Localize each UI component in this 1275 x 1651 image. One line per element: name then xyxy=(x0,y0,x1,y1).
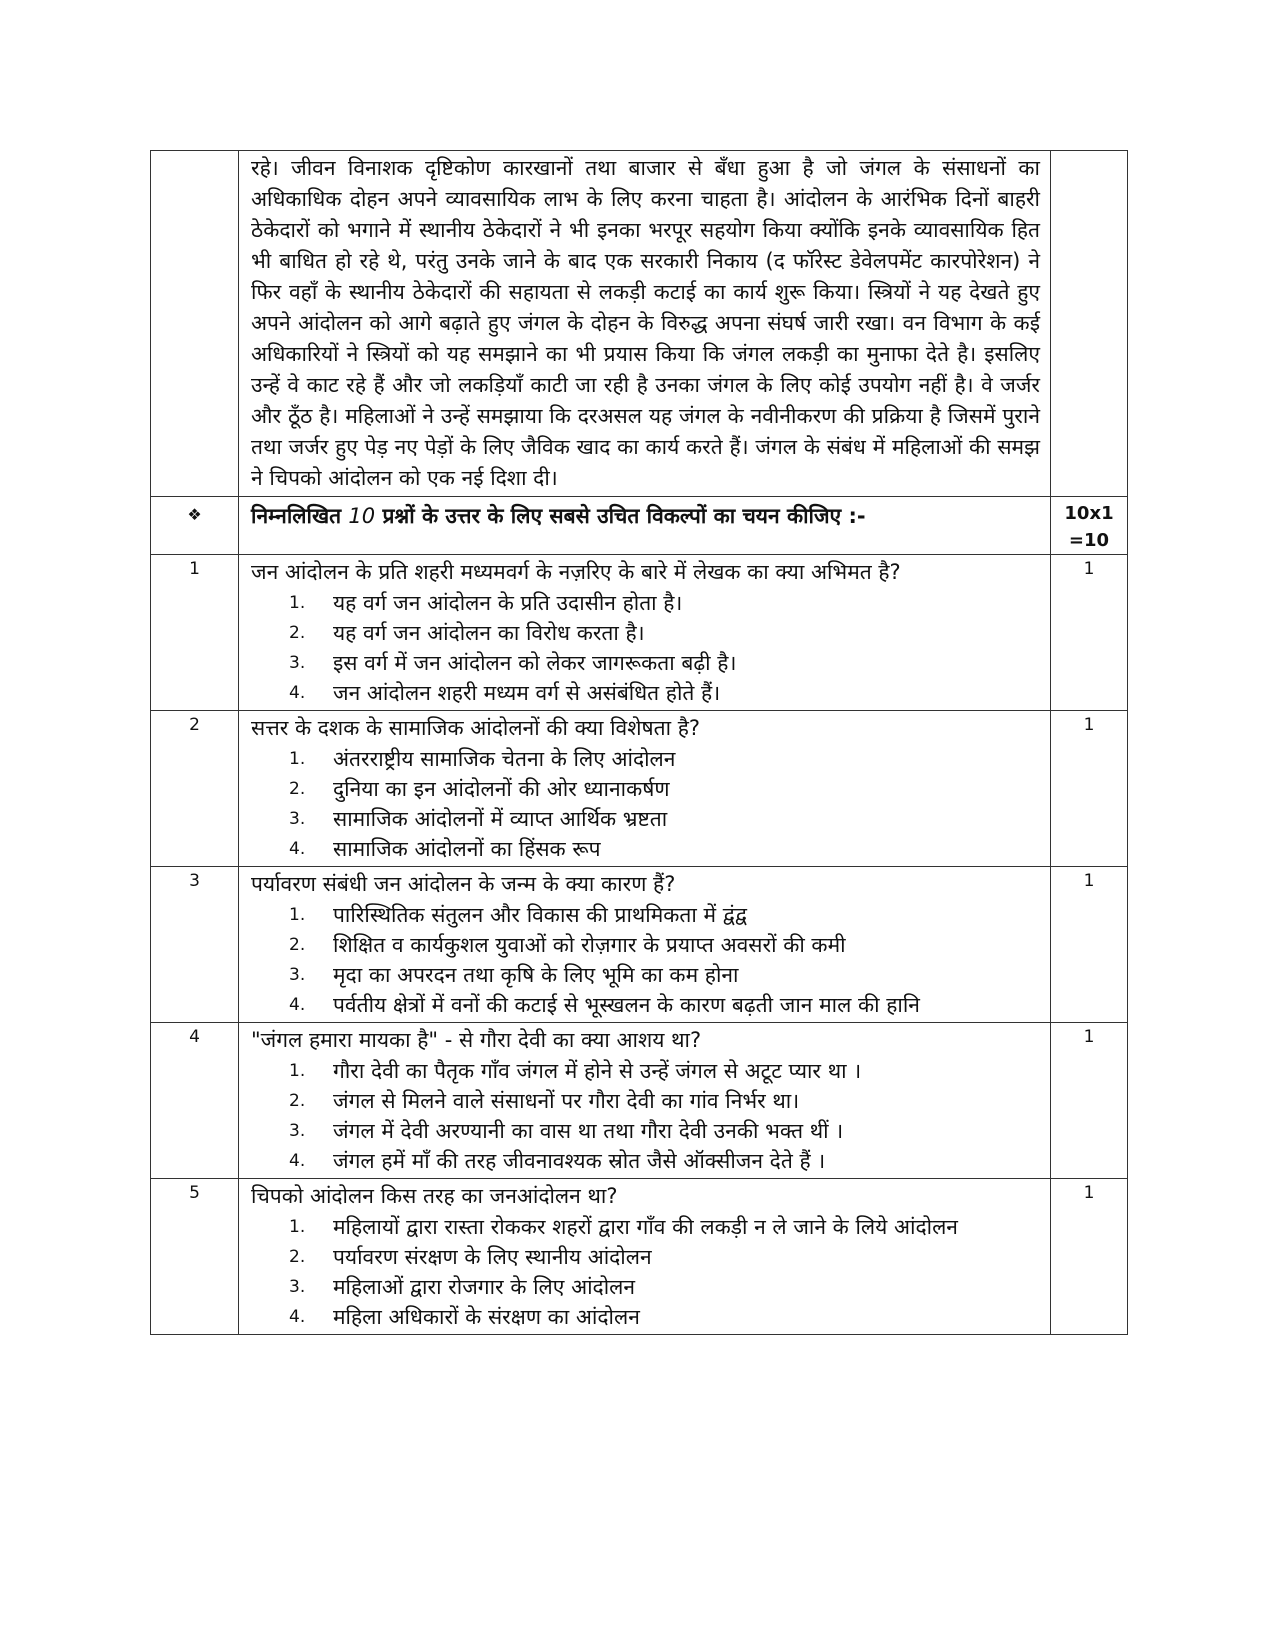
question-number: 2 xyxy=(151,711,239,867)
option-number: 2. xyxy=(289,935,306,955)
option-number: 1. xyxy=(289,1217,306,1237)
option-item xyxy=(251,1146,1040,1176)
question-text: चिपको आंदोलन किस तरह का जनआंदोलन था? xyxy=(251,1184,618,1208)
question-row xyxy=(151,1179,1128,1335)
option-text: जन आंदोलन शहरी मध्यम वर्ग से असंबंधित होते हैं। xyxy=(333,681,721,705)
option-number: 2. xyxy=(289,623,306,643)
option-item xyxy=(251,900,1040,930)
question-row xyxy=(151,555,1128,711)
option-text: पर्वतीय क्षेत्रों में वनों की कटाई से भूस्खलन के कारण बढ़ती जान माल की हानि xyxy=(333,993,920,1017)
option-item xyxy=(251,774,1040,804)
question-body xyxy=(239,711,1051,867)
option-text: महिलायों द्वारा रास्ता रोककर शहरों द्वारा गाँव की लकड़ी न ले जाने के लिये आंदोलन xyxy=(333,1215,958,1239)
option-number: 2. xyxy=(289,1091,306,1111)
options-list xyxy=(251,900,1040,1020)
option-number: 3. xyxy=(289,965,306,985)
option-text: मृदा का अपरदन तथा कृषि के लिए भूमि का कम होना xyxy=(333,963,739,987)
question-number: 1 xyxy=(151,555,239,711)
option-number: 3. xyxy=(289,1121,306,1141)
passage-text: रहे। जीवन विनाशक दृष्टिकोण कारखानों तथा बाजार से बँधा हुआ है जो जंगल के संसाधनों का अधिकाधिक दोहन अपने व्यावसायिक लाभ के लिए करना चाहता है। आंदोलन के आरंभिक दिनों बाहरी ठेकेदारों को भगाने में स्थानीय ठेकेदारों ने भी इनका भरपूर सहयोग किया क्योंकि इनके व्यावसायिक हित भी बाधित हो रहे थे, परंतु उनके जाने के बाद एक सरकारी निकाय (द फॉरेस्ट डेवेलपमेंट कारपोरेशन) ने फिर वहाँ के स्थानीय ठेकेदारों की सहायता से लकड़ी कटाई का कार्य शुरू किया। स्त्रियों ने यह देखते हुए अपने आंदोलन को आगे बढ़ाते हुए जंगल के दोहन के विरुद्ध अपना संघर्ष जारी रखा। वन विभाग के कई अधिकारियों ने स्त्रियों को यह समझाने का भी प्रयास किया कि जंगल लकड़ी का मुनाफा देते है। इसलिए उन्हें वे काट रहे हैं और जो लकड़ियाँ काटी जा रही है उनका जंगल के लिए कोई उपयोग नहीं है। वे जर्जर और ठूँठ है। महिलाओं ने उन्हें समझाया कि दरअसल यह जंगल के नवीनीकरण की प्रक्रिया है जिसमें पुराने तथा जर्जर हुए पेड़ नए पेड़ों के लिए जैविक खाद का कार्य करते हैं। जंगल के संबंध में महिलाओं की समझ ने चिपको आंदोलन को एक नई दिशा दी। xyxy=(239,151,1051,497)
options-list xyxy=(251,588,1040,708)
option-text: यह वर्ग जन आंदोलन के प्रति उदासीन होता है। xyxy=(333,591,683,615)
question-number: 3 xyxy=(151,867,239,1023)
option-item xyxy=(251,618,1040,648)
question-paper xyxy=(150,150,1127,1335)
option-text: सामाजिक आंदोलनों में व्याप्त आर्थिक भ्रष्टता xyxy=(333,807,668,831)
option-item xyxy=(251,744,1040,774)
passage-marks-cell xyxy=(1051,151,1128,497)
option-number: 2. xyxy=(289,1247,306,1267)
option-item xyxy=(251,588,1040,618)
option-number: 4. xyxy=(289,839,306,859)
options-list xyxy=(251,1212,1040,1332)
option-item xyxy=(251,990,1040,1020)
instruction-row xyxy=(151,497,1128,555)
option-text: इस वर्ग में जन आंदोलन को लेकर जागरूकता बढ़ी है। xyxy=(333,651,737,675)
option-item xyxy=(251,1086,1040,1116)
option-number: 1. xyxy=(289,905,306,925)
question-text: पर्यावरण संबंधी जन आंदोलन के जन्म के क्या कारण हैं? xyxy=(251,872,676,896)
option-number: 4. xyxy=(289,1151,306,1171)
option-item xyxy=(251,804,1040,834)
option-number: 3. xyxy=(289,809,306,829)
instruction-symbol: ❖ xyxy=(151,497,239,555)
option-item xyxy=(251,1272,1040,1302)
option-text: गौरा देवी का पैतृक गाँव जंगल में होने से उन्हें जंगल से अटूट प्यार था । xyxy=(333,1059,862,1083)
option-item xyxy=(251,930,1040,960)
instruction-marks xyxy=(1051,497,1128,555)
option-text: जंगल हमें माँ की तरह जीवनावश्यक स्रोत जैसे ऑक्सीजन देते हैं । xyxy=(333,1149,826,1173)
instruction-text xyxy=(239,497,1051,555)
question-body xyxy=(239,867,1051,1023)
question-marks: 1 xyxy=(1051,867,1128,1023)
option-text: सामाजिक आंदोलनों का हिंसक रूप xyxy=(333,837,601,861)
question-marks: 1 xyxy=(1051,1023,1128,1179)
question-number: 5 xyxy=(151,1179,239,1335)
question-marks: 1 xyxy=(1051,555,1128,711)
question-body xyxy=(239,555,1051,711)
option-text: अंतरराष्ट्रीय सामाजिक चेतना के लिए आंदोलन xyxy=(333,747,676,771)
question-body xyxy=(239,1179,1051,1335)
option-item xyxy=(251,1056,1040,1086)
question-text: "जंगल हमारा मायका है" - से गौरा देवी का क्या आशय था? xyxy=(251,1028,702,1052)
option-item xyxy=(251,1116,1040,1146)
option-text: शिक्षित व कार्यकुशल युवाओं को रोज़गार के प्रयाप्त अवसरों की कमी xyxy=(333,933,846,957)
options-list xyxy=(251,744,1040,864)
option-text: पारिस्थितिक संतुलन और विकास की प्राथमिकता में द्वंद्व xyxy=(333,903,747,927)
instruction-part2: प्रश्नों के उत्तर के लिए सबसे उचित विकल्पों का चयन कीजिए :- xyxy=(375,504,866,528)
question-marks: 1 xyxy=(1051,1179,1128,1335)
question-table xyxy=(150,150,1128,1335)
option-text: महिला अधिकारों के संरक्षण का आंदोलन xyxy=(333,1305,640,1329)
question-row xyxy=(151,1023,1128,1179)
question-marks: 1 xyxy=(1051,711,1128,867)
passage-number-cell xyxy=(151,151,239,497)
instruction-count: 10 xyxy=(348,504,376,528)
option-number: 4. xyxy=(289,683,306,703)
option-number: 1. xyxy=(289,749,306,769)
option-item xyxy=(251,1242,1040,1272)
option-text: जंगल से मिलने वाले संसाधनों पर गौरा देवी का गांव निर्भर था। xyxy=(333,1089,800,1113)
option-item xyxy=(251,1212,1040,1242)
option-text: दुनिया का इन आंदोलनों की ओर ध्यानाकर्षण xyxy=(333,777,670,801)
option-item xyxy=(251,960,1040,990)
option-item xyxy=(251,1302,1040,1332)
option-number: 1. xyxy=(289,1061,306,1081)
option-text: पर्यावरण संरक्षण के लिए स्थानीय आंदोलन xyxy=(333,1245,652,1269)
option-item xyxy=(251,834,1040,864)
option-number: 4. xyxy=(289,995,306,1015)
instruction-part1: निम्नलिखित xyxy=(251,504,349,528)
option-number: 1. xyxy=(289,593,306,613)
instruction-marks-line2: =10 xyxy=(1068,530,1110,551)
option-number: 2. xyxy=(289,779,306,799)
option-text: जंगल में देवी अरण्यानी का वास था तथा गौरा देवी उनकी भक्त थीं । xyxy=(333,1119,844,1143)
question-text: जन आंदोलन के प्रति शहरी मध्यमवर्ग के नज़रिए के बारे में लेखक का क्या अभिमत है? xyxy=(251,560,901,584)
instruction-marks-line1: 10x1 xyxy=(1064,503,1114,524)
passage-row xyxy=(151,151,1128,497)
option-text: महिलाओं द्वारा रोजगार के लिए आंदोलन xyxy=(333,1275,636,1299)
option-item xyxy=(251,678,1040,708)
question-number: 4 xyxy=(151,1023,239,1179)
question-row xyxy=(151,711,1128,867)
options-list xyxy=(251,1056,1040,1176)
option-number: 3. xyxy=(289,1277,306,1297)
option-number: 3. xyxy=(289,653,306,673)
option-item xyxy=(251,648,1040,678)
question-text: सत्तर के दशक के सामाजिक आंदोलनों की क्या विशेषता है? xyxy=(251,716,701,740)
option-number: 4. xyxy=(289,1307,306,1327)
option-text: यह वर्ग जन आंदोलन का विरोध करता है। xyxy=(333,621,645,645)
question-row xyxy=(151,867,1128,1023)
question-body xyxy=(239,1023,1051,1179)
